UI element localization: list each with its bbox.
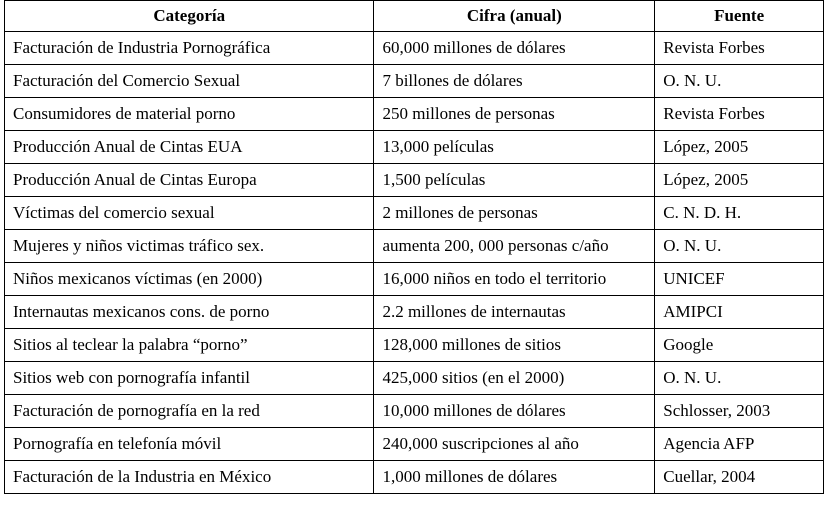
cell-categoria: Sitios web con pornografía infantil xyxy=(5,362,374,395)
table-row xyxy=(5,395,824,428)
cell-categoria: Facturación de la Industria en México xyxy=(5,461,374,494)
cell-categoria: Producción Anual de Cintas EUA xyxy=(5,131,374,164)
cell-cifra: 2.2 millones de internautas xyxy=(374,296,655,329)
cell-fuente: O. N. U. xyxy=(655,230,824,263)
cell-categoria: Niños mexicanos víctimas (en 2000) xyxy=(5,263,374,296)
cell-fuente: López, 2005 xyxy=(655,164,824,197)
cell-fuente: Agencia AFP xyxy=(655,428,824,461)
header-row xyxy=(5,1,824,32)
cell-categoria: Pornografía en telefonía móvil xyxy=(5,428,374,461)
cell-fuente: Google xyxy=(655,329,824,362)
cell-categoria: Víctimas del comercio sexual xyxy=(5,197,374,230)
cell-cifra: 60,000 millones de dólares xyxy=(374,32,655,65)
table-row xyxy=(5,329,824,362)
cell-fuente: Schlosser, 2003 xyxy=(655,395,824,428)
cell-categoria: Producción Anual de Cintas Europa xyxy=(5,164,374,197)
cell-cifra: 1,000 millones de dólares xyxy=(374,461,655,494)
cell-categoria: Mujeres y niños victimas tráfico sex. xyxy=(5,230,374,263)
table-row xyxy=(5,230,824,263)
statistics-table xyxy=(4,0,824,494)
cell-cifra: 13,000 películas xyxy=(374,131,655,164)
table-row xyxy=(5,164,824,197)
cell-cifra: 128,000 millones de sitios xyxy=(374,329,655,362)
cell-fuente: Revista Forbes xyxy=(655,32,824,65)
table-row xyxy=(5,131,824,164)
cell-fuente: AMIPCI xyxy=(655,296,824,329)
cell-categoria: Internautas mexicanos cons. de porno xyxy=(5,296,374,329)
cell-categoria: Facturación de pornografía en la red xyxy=(5,395,374,428)
cell-categoria: Facturación del Comercio Sexual xyxy=(5,65,374,98)
cell-cifra: aumenta 200, 000 personas c/año xyxy=(374,230,655,263)
table-row xyxy=(5,32,824,65)
cell-cifra: 240,000 suscripciones al año xyxy=(374,428,655,461)
cell-fuente: UNICEF xyxy=(655,263,824,296)
table-row xyxy=(5,362,824,395)
cell-fuente: C. N. D. H. xyxy=(655,197,824,230)
cell-cifra: 425,000 sitios (en el 2000) xyxy=(374,362,655,395)
header-cifra: Cifra (anual) xyxy=(374,1,655,32)
cell-fuente: Cuellar, 2004 xyxy=(655,461,824,494)
cell-cifra: 250 millones de personas xyxy=(374,98,655,131)
table-row xyxy=(5,65,824,98)
cell-categoria: Facturación de Industria Pornográfica xyxy=(5,32,374,65)
cell-categoria: Sitios al teclear la palabra “porno” xyxy=(5,329,374,362)
cell-fuente: Revista Forbes xyxy=(655,98,824,131)
table-body xyxy=(5,32,824,494)
table-header xyxy=(5,1,824,32)
cell-fuente: López, 2005 xyxy=(655,131,824,164)
cell-fuente: O. N. U. xyxy=(655,65,824,98)
cell-cifra: 7 billones de dólares xyxy=(374,65,655,98)
cell-categoria: Consumidores de material porno xyxy=(5,98,374,131)
table-row xyxy=(5,197,824,230)
cell-cifra: 1,500 películas xyxy=(374,164,655,197)
cell-fuente: O. N. U. xyxy=(655,362,824,395)
table-row xyxy=(5,263,824,296)
table-row xyxy=(5,98,824,131)
cell-cifra: 2 millones de personas xyxy=(374,197,655,230)
header-fuente: Fuente xyxy=(655,1,824,32)
header-categoria: Categoría xyxy=(5,1,374,32)
cell-cifra: 16,000 niños en todo el territorio xyxy=(374,263,655,296)
table-row xyxy=(5,428,824,461)
cell-cifra: 10,000 millones de dólares xyxy=(374,395,655,428)
table-row xyxy=(5,296,824,329)
table-row xyxy=(5,461,824,494)
